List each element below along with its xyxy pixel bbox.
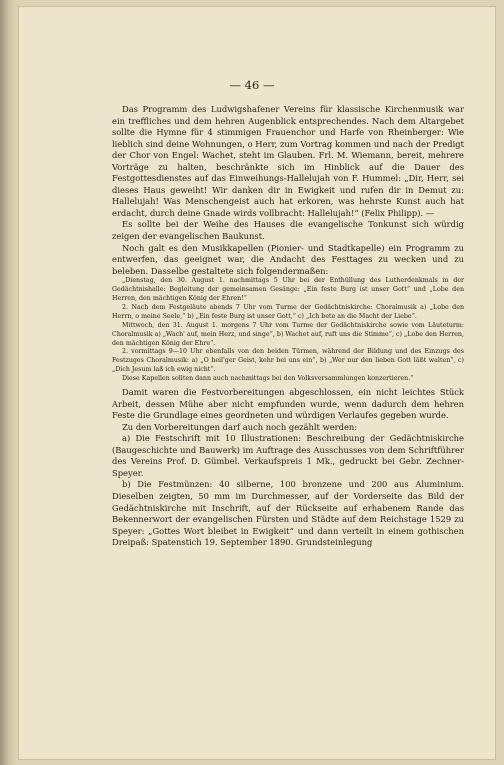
program-item-vormittags: 2. vormittags 9—10 Uhr ebenfalls von den beiden Türmen, während der Bildung und des Einzugs des Festzuges Choralmusik: a) „O heil'ger Geist, kehr bei uns ein“, b) „Wer nur den lieben Gott läßt walten“, c) „Dich Jesum laß ich ewig nicht“. [112,348,464,374]
paragraph-festvorbereitungen: Damit waren die Festvorbereitungen abgeschlossen, ein nicht leichtes Stück Arbeit, dessen Mühe aber nicht empfunden wurde, wenn dadurch dem hehren Feste die Grundlage eines geordneten und würdigen Verlaufes gegeben wurde. [112,387,464,421]
book-gutter [0,0,16,765]
paragraph-tonkunst: Es sollte bei der Weihe des Hauses die evangelische Tonkunst sich würdig zeigen der evangelischen Baukunst. [112,219,464,242]
paragraph-festschrift: a) Die Festschrift mit 10 Illustrationen: Beschreibung der Gedächtniskirche (Baugeschichte und Bauwerk) im Auftrage des Ausschusses von dem Schriftführer des Vereins Prof. D. Gümbel. Verkaufspreis 1 Mk., gedruckt bei Gebr. Zechner-Speyer. [112,433,464,478]
paragraph-vorbereitungen-intro: Zu den Vorbereitungen darf auch noch gezählt werden: [122,421,358,432]
paragraph-musikkapellen: Noch galt es den Musikkapellen (Pionier- und Stadtkapelle) ein Programm zu entwerfen, das geeignet war, die Andacht des Festtages zu wecken und zu beleben. Dasselbe gestaltete sich folgendermaßen: [112,242,464,276]
program-item-mittwoch: Mittwoch, den 31. August 1. morgens 7 Uhr vom Turme der Gedächtniskirche sowie vom Läuteturm: Choralmusik a) „Wach' auf, mein Herz, und singe“, b) Wachet auf, ruft uns die Stimme“, c) „Lobe den Herren, den mächtigen König der Ehre“. [112,321,464,347]
program-item-abends: 2. Nach dem Festgeläute abends 7 Uhr vom Turme der Gedächtniskirche: Choralmusik a) „Lobe den Herrn, o meine Seele,“ b) „Ein feste Burg ist unser Gott,“ c) „Ich bete an die Macht der Liebe“. [112,303,464,320]
paragraph-program-verein: Das Programm des Ludwigshafener Vereins für klassische Kirchenmusik war ein treffliches und dem hehren Augenblick entsprechendes. Nach dem Altargebet sollte die Hymne für 4 stimmigen Frauenchor und Harfe von Rheinberger: Wie lieblich sind deine Wohnungen, o Herr, zum Vortrag kommen und nach der Predigt der Chor von Engel: Wachet, steht im Glauben. Frl. M. Wiemann, bereit, mehrere Vorträge zu halten, beschränkte sich im Hinblick auf die Dauer des Festgottesdienstes auf das Einweihungs-Hallelujah von F. Hummel: „Dir, Herr, sei dieses Haus geweiht! Wir danken dir in Ewigkeit und rufen dir in Demut zu: Hallelujah! Was Menschengeist auch hat erkoren, was hehrste Kunst auch hat erdacht, durch deine Gnade wirds vollbracht: Hallelujah!“ (Felix Philipp). — [112,104,464,218]
paragraph-festmuenzen: b) Die Festmünzen: 40 silberne, 100 bronzene und 200 aus Aluminium. Dieselben zeigten, 50 mm im Durchmesser, auf der Vorderseite das Bild der Gedächtniskirche mit Inschrift, auf der Rückseite auf erhabenem Rande das Bekennerwort der evangelischen Fürsten und Städte auf dem Reichstage 1529 zu Speyer: „Gottes Wort bleibet in Ewigkeit“ und dann verteilt in einem gothischen Dreipaß: Spatenstich 19. September 1890. Grundsteinlegung [112,479,464,548]
page-number: — 46 — [229,78,275,92]
page-body [112,104,464,549]
program-item-kapellen: Diese Kapellen sollten dann auch nachmittags bei den Volksversammlungen konzertieren.“ [122,375,414,383]
program-item-dienstag: „Dienstag, den 30. August 1. nachmittags 5 Uhr bei der Enthüllung des Lutherdenkmals in der Gedächtnishalle: Begleitung der gemeinsamen Gesänge: „Ein feste Burg ist unser Gott“ und „Lobe den Herren, den mächtigen König der Ehren!“ [112,277,464,303]
